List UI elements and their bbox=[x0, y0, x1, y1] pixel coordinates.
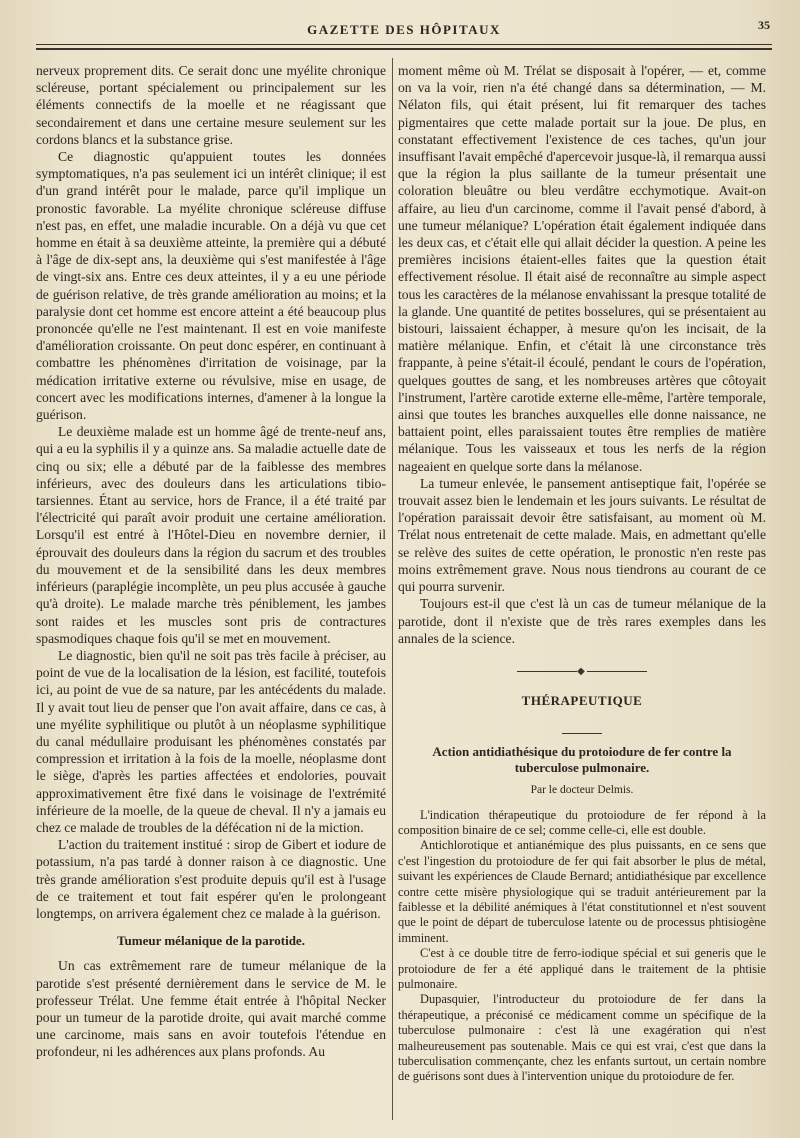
right-column bbox=[398, 62, 766, 1116]
article-body bbox=[398, 808, 766, 1085]
paragraph: Toujours est-il que c'est là un cas de tumeur mélanique de la parotide, dont il n'existe que de très rares exemples dans les annales de la science. bbox=[398, 596, 766, 646]
journal-title: GAZETTE DES HÔPITAUX bbox=[307, 22, 501, 37]
paragraph: Antichlorotique et antianémique des plus puissants, en ce sens que c'est l'ingestion du protoiodure de fer qui fait absorber le plus de métal, suivant les expériences de Claude Bernard; antidiathésique par excellence contre cette misère physiologique qui se traduit antérieurement par la faiblesse et la débilité anémiques à l'état constitutionnel et n'est souvent que le point de départ de tuberculose latente ou de processus phtisiogène imminent. bbox=[398, 838, 766, 945]
article-byline: Par le docteur Delmis. bbox=[530, 784, 634, 797]
section-title: THÉRAPEUTIQUE bbox=[521, 693, 643, 709]
paragraph: La tumeur enlevée, le pansement antiseptique fait, l'opérée se trouvait assez bien le lendemain et les jours suivants. Le résultat de l'opération paraissait devoir être satisfaisant, au moment où M. Trélat nous entretenait de cette malade. Mais, en admettant qu'elle se relève des suites de cette opération, le pronostic n'en reste pas moins extrêmement grave. Nous nous tiendrons au courant de ce qui pourra survenir. bbox=[398, 475, 766, 595]
paragraph: L'indication thérapeutique du protoiodure de fer répond à la composition binaire de ce sel; comme celle-ci, elle est double. bbox=[398, 807, 766, 837]
page-header bbox=[36, 18, 772, 46]
paragraph: L'action du traitement institué : sirop de Gibert et iodure de potassium, n'a pas tardé à donner raison à ce diagnostic. Une très grande amélioration s'est produite depuis qu'il est à l'usage de ce traitement et tout fait espérer qu'en le prolongeant longtemps, on arrivera également chez ce malade à la guérison. bbox=[36, 837, 386, 921]
header-rule-thick bbox=[36, 48, 772, 50]
article-title: Action antidiathésique du protoiodure de fer contre la tuberculose pulmonaire. bbox=[432, 744, 732, 776]
header-rule bbox=[36, 44, 772, 45]
paragraph: C'est à ce double titre de ferro-iodique spécial et sui generis que le protoiodure de fer a été appliqué dans le traitement de la phtisie pulmonaire. bbox=[398, 946, 766, 991]
section-ornament: ◆ bbox=[398, 663, 766, 680]
page-number: 35 bbox=[758, 18, 770, 32]
column-divider bbox=[392, 58, 393, 1120]
paragraph: nerveux proprement dits. Ce serait donc une myélite chronique scléreuse, portant spécialement ou principalement sur les éléments connectifs de la moelle et ne réagissant que secondairement et dans une certaine mesure seulement sur les cordons blancs et la substance grise. bbox=[36, 63, 386, 147]
paragraph: Dupasquier, l'introducteur du protoiodure de fer dans la thérapeutique, a préconisé ce médicament comme un spécifique de la tuberculose pulmonaire : c'est là une exagération qui n'est malheureusement pas soutenable. Mais ce qui est vrai, c'est que dans la tuberculisation commençante, chez les enfants surtout, un certain nombre de guérisons sont dues à l'intervention unique du protoiodure de fer. bbox=[398, 992, 766, 1084]
paragraph: Ce diagnostic qu'appuient toutes les données symptomatiques, n'a pas seulement ici un intérêt clinique; il est d'un grand intérêt pour le malade, parce qu'il implique un pronostic favorable. La myélite chronique scléreuse diffuse n'est pas, en effet, une maladie incurable. On a déjà vu que cet homme en était à sa deuxième atteinte, la première qui a débuté à l'âge de dix-sept ans, la deuxième qui s'est manifestée à l'âge de vingt-six ans. Entre ces deux atteintes, il y a eu une période de guérison relative, de très grande amélioration au moins; et la paralysie dont cet homme est encore atteint a été beaucoup plus prononcée qu'elle ne l'est maintenant. Il est en voie manifeste d'amélioration croissante. On peut donc espérer, en continuant à combattre les phénomènes d'irritation de voisinage, par la médication irritative externe ou révulsive, mise en usage, de concert avec les modifications internes, d'amener à la longue la guérison. bbox=[36, 149, 386, 423]
paragraph: moment même où M. Trélat se disposait à l'opérer, — et, comme on va la voir, rien n'a été changé dans sa détermination, — M. Nélaton fils, qui était présent, lui fit remarquer des taches pigmentaires que cette malade portait sur la joue. De plus, en constatant effectivement l'existence de ces taches, qu'un jour insuffisant l'avait empêché d'apercevoir jusque-là, il remarqua aussi que la région la plus saillante de la tumeur présentait une coloration bleuâtre ou bleu verdâtre ecchymotique. Avait-on affaire, au lieu d'un carcinome, comme il l'avait pensé d'abord, à une tumeur mélanique? L'opération était également indiquée dans les deux cas, et c'était elle qui allait décider la question. A peine les premières incisions étaient-elles faites que la question était effectivement résolue. Il était aisé de reconnaître au simple aspect tous les caractères de la mélanose envahissant la presque totalité de la glande. Une quantité de petites bosselures, qui se présentaient au bistouri, laissaient échapper, à mesure qu'on les incisait, de la matière mélanique. Enfin, et c'était là une circonstance très frappante, à peine s'était-il écoulé, pendant le cours de l'opération, quelques gouttes de sang, et les nombreuses artères que côtoyait l'instrument, l'artère carotide externe elle-même, l'artère temporale, ainsi que toutes les branches auxquelles elle donne naissance, ne battaient point, elles paraissaient toutes être remplies de matière mélanique. Tous les vaisseaux et tous les nerfs de la région nageaient en quelque sorte dans la mélanose. bbox=[398, 63, 766, 474]
left-column bbox=[36, 62, 386, 1116]
short-rule bbox=[562, 733, 602, 734]
subheading-melanic-tumor: Tumeur mélanique de la parotide. bbox=[117, 933, 305, 949]
paragraph: Un cas extrêmement rare de tumeur mélanique de la parotide s'est présenté dernièrement dans le service de M. le professeur Trélat. Une femme était entrée à l'hôpital Necker pour un tumeur de la parotide droite, qui avait marché comme une carcinome, mais sans en avoir toutefois l'étendue en profondeur, ni les adhérences aux plans profonds. Au bbox=[36, 958, 386, 1060]
paragraph: Le deuxième malade est un homme âgé de trente-neuf ans, qui a eu la syphilis il y a quinze ans. Sa maladie actuelle date de cinq ou six; elle a débuté par de la faiblesse des membres inférieurs, avec des douleurs dans les articulations tibio-tarsiennes. Étant au service, hors de France, il a été traité par l'électricité qui paraît avoir produit une certaine amélioration. Lorsqu'il est entré à l'Hôtel-Dieu en novembre dernier, il éprouvait des douleurs dans la région du sacrum et des troubles du mouvement et de la sensibilité dans les deux membres inférieurs (paraplégie incomplète, un peu plus accusée à gauche qu'à droite). Le malade marche très péniblement, les jambes sont raides et les muscles sont pris de contractures spasmodiques chaque fois qu'il se met en mouvement. bbox=[36, 424, 386, 646]
paragraph: Le diagnostic, bien qu'il ne soit pas très facile à préciser, au point de vue de la localisation de la lésion, est facilité, toutefois ici, au point de vue de sa nature, par les antécédents du malade. Il y avait tout lieu de penser que l'on avait affaire, dans ce cas, à une myélite syphilitique ou plutôt à un néoplasme syphilitique du canal médullaire produisant les phénomènes constatés par compression et irritation à la fois de la moelle, néoplasme dont le siège, d'après les parties affectées et endolories, pouvait approximativement être fixé dans le voisinage de l'extrémité inférieure de la moelle, de la queue de cheval. Il n'y a jamais eu chez ce malade de troubles de la défécation ni de la miction. bbox=[36, 647, 386, 835]
